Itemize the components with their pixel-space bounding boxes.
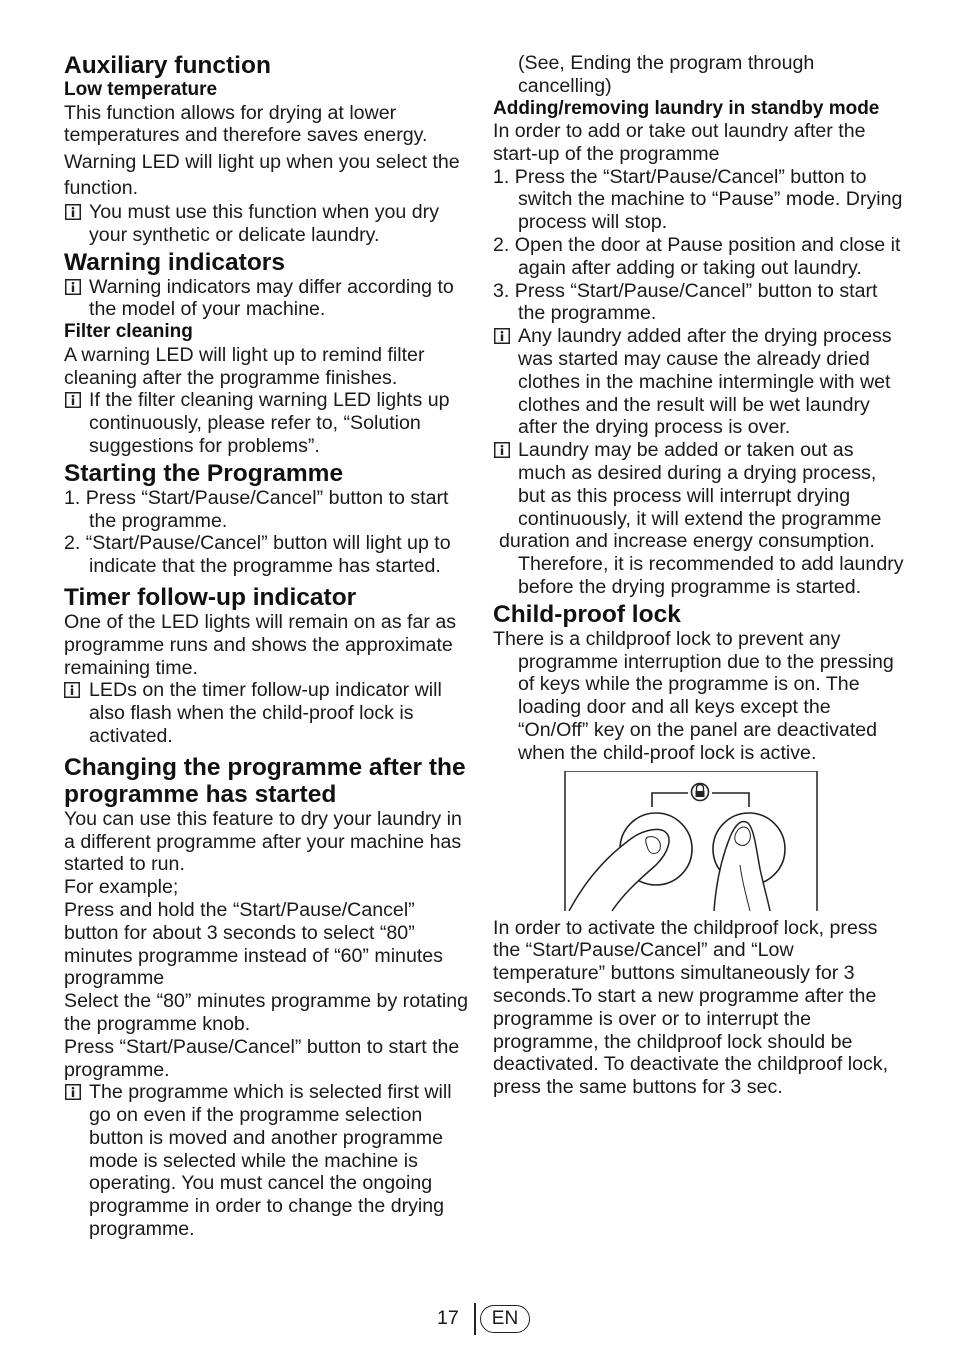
- right-column: [493, 52, 905, 1099]
- note-warning: [64, 276, 472, 322]
- page-footer: [0, 1303, 954, 1333]
- changing-paragraph-1: You can use this feature to dry your laundry in a different programme after your machine has started to run.: [64, 807, 462, 876]
- changing-paragraph-2: For example;: [64, 876, 179, 899]
- auxiliary-paragraph-2: Warning LED will light up when you select the function.: [64, 151, 460, 200]
- child-lock-illustration: [564, 771, 818, 911]
- info-icon: [64, 682, 80, 698]
- note-warning-text: Warning indicators may differ according to the model of your machine.: [89, 275, 454, 321]
- language-badge: EN: [480, 1305, 530, 1333]
- left-column: [64, 52, 472, 1241]
- note-adding-2-continued: duration and increase energy consumption. Therefore, it is recommended to add laundry before the drying programme is started.: [499, 530, 904, 599]
- section-title-changing: Changing the programme after the programme has started: [64, 753, 466, 808]
- note-auxiliary: [64, 201, 472, 247]
- note-filter-text: If the filter cleaning warning LED lights up continuously, please refer to, “Solution suggestions for problems”.: [89, 389, 450, 457]
- adding-paragraph: In order to add or take out laundry after the start-up of the programme: [493, 120, 866, 165]
- note-adding-1-text: Any laundry added after the drying process was started may cause the already dried clothes in the machine intermingle with wet clothes and the result will be wet laundry after the drying process is over.: [518, 325, 892, 439]
- section-title-child-lock: Child-proof lock: [493, 600, 681, 628]
- info-icon: [65, 279, 81, 295]
- changing-paragraph-3: Press and hold the “Start/Pause/Cancel” button for about 3 seconds to select “80” minutes programme instead of “60” minutes programme: [64, 898, 443, 990]
- see-ending-text: (See, Ending the program through cancelling): [518, 52, 815, 97]
- section-title-auxiliary: Auxiliary function: [64, 52, 271, 79]
- timer-paragraph: One of the LED lights will remain on as far as programme runs and shows the approximate remaining time.: [64, 610, 457, 679]
- note-timer: [64, 679, 472, 747]
- info-icon: [65, 1084, 81, 1100]
- list-item: 1. Press the “Start/Pause/Cancel” button to switch the machine to “Pause” mode. Drying process will stop.: [493, 165, 903, 234]
- filter-paragraph: A warning LED will light up to remind filter cleaning after the programme finishes.: [64, 343, 425, 389]
- subtitle-adding-removing: Adding/removing laundry in standby mode: [493, 97, 880, 119]
- child-lock-paragraph-1: There is a childproof lock to prevent any programme interruption due to the pressing of keys while the programme is on. The loading door and all keys except the “On/Off” key on the panel are deactivated when the child-proof lock is active.: [493, 627, 894, 764]
- list-item: 2. Open the door at Pause position and close it again after adding or taking out laundry.: [493, 234, 901, 279]
- note-changing-text: The programme which is selected first will go on even if the programme selection button is moved and another programme mode is selected while the machine is operating. You must cancel the ongoing programme in order to change the drying programme.: [89, 1081, 452, 1241]
- subtitle-filter-cleaning: Filter cleaning: [64, 321, 193, 343]
- changing-paragraph-5: Press “Start/Pause/Cancel” button to start the programme.: [64, 1035, 460, 1081]
- page-number: 17: [437, 1307, 459, 1329]
- info-icon: [65, 392, 81, 408]
- info-icon: [494, 442, 510, 458]
- section-title-timer: Timer follow-up indicator: [64, 583, 357, 611]
- subtitle-low-temperature: Low temperature: [64, 79, 218, 100]
- note-adding-2-text: Laundry may be added or taken out as much as desired during a drying process, but as this process will interrupt drying continuously, it will extend the programme: [518, 439, 882, 530]
- section-title-warning: Warning indicators: [64, 248, 285, 276]
- list-item: 2. “Start/Pause/Cancel” button will light up to indicate that the programme has started.: [64, 532, 451, 578]
- note-timer-text: LEDs on the timer follow-up indicator will also flash when the child-proof lock is activated.: [89, 679, 442, 747]
- section-title-starting: Starting the Programme: [64, 459, 344, 487]
- list-item: 1. Press “Start/Pause/Cancel” button to start the programme.: [64, 486, 449, 532]
- list-item: 3. Press “Start/Pause/Cancel” button to start the programme.: [493, 279, 878, 325]
- note-auxiliary-text: You must use this function when you dry your synthetic or delicate laundry.: [89, 201, 439, 246]
- child-lock-drawing: [564, 771, 818, 911]
- changing-paragraph-4: Select the “80” minutes programme by rotating the programme knob.: [64, 990, 469, 1035]
- info-icon: [65, 204, 81, 220]
- note-adding-2: [493, 439, 905, 530]
- child-lock-paragraph-2: In order to activate the childproof lock, press the “Start/Pause/Cancel” and “Low temperature” buttons simultaneously for 3 seconds.To start a new programme after the programme is over or to interrupt the programme, the childproof lock should be deactivated. To deactivate the childproof lock, press the same buttons for 3 sec.: [493, 916, 889, 1099]
- note-changing: [64, 1081, 472, 1241]
- info-icon: [494, 328, 510, 344]
- note-adding-1: [493, 325, 905, 439]
- lock-icon: [692, 783, 709, 800]
- footer-divider: [474, 1303, 476, 1335]
- auxiliary-paragraph-1: This function allows for drying at lower temperatures and therefore saves energy.: [64, 101, 428, 147]
- note-filter: [64, 389, 472, 457]
